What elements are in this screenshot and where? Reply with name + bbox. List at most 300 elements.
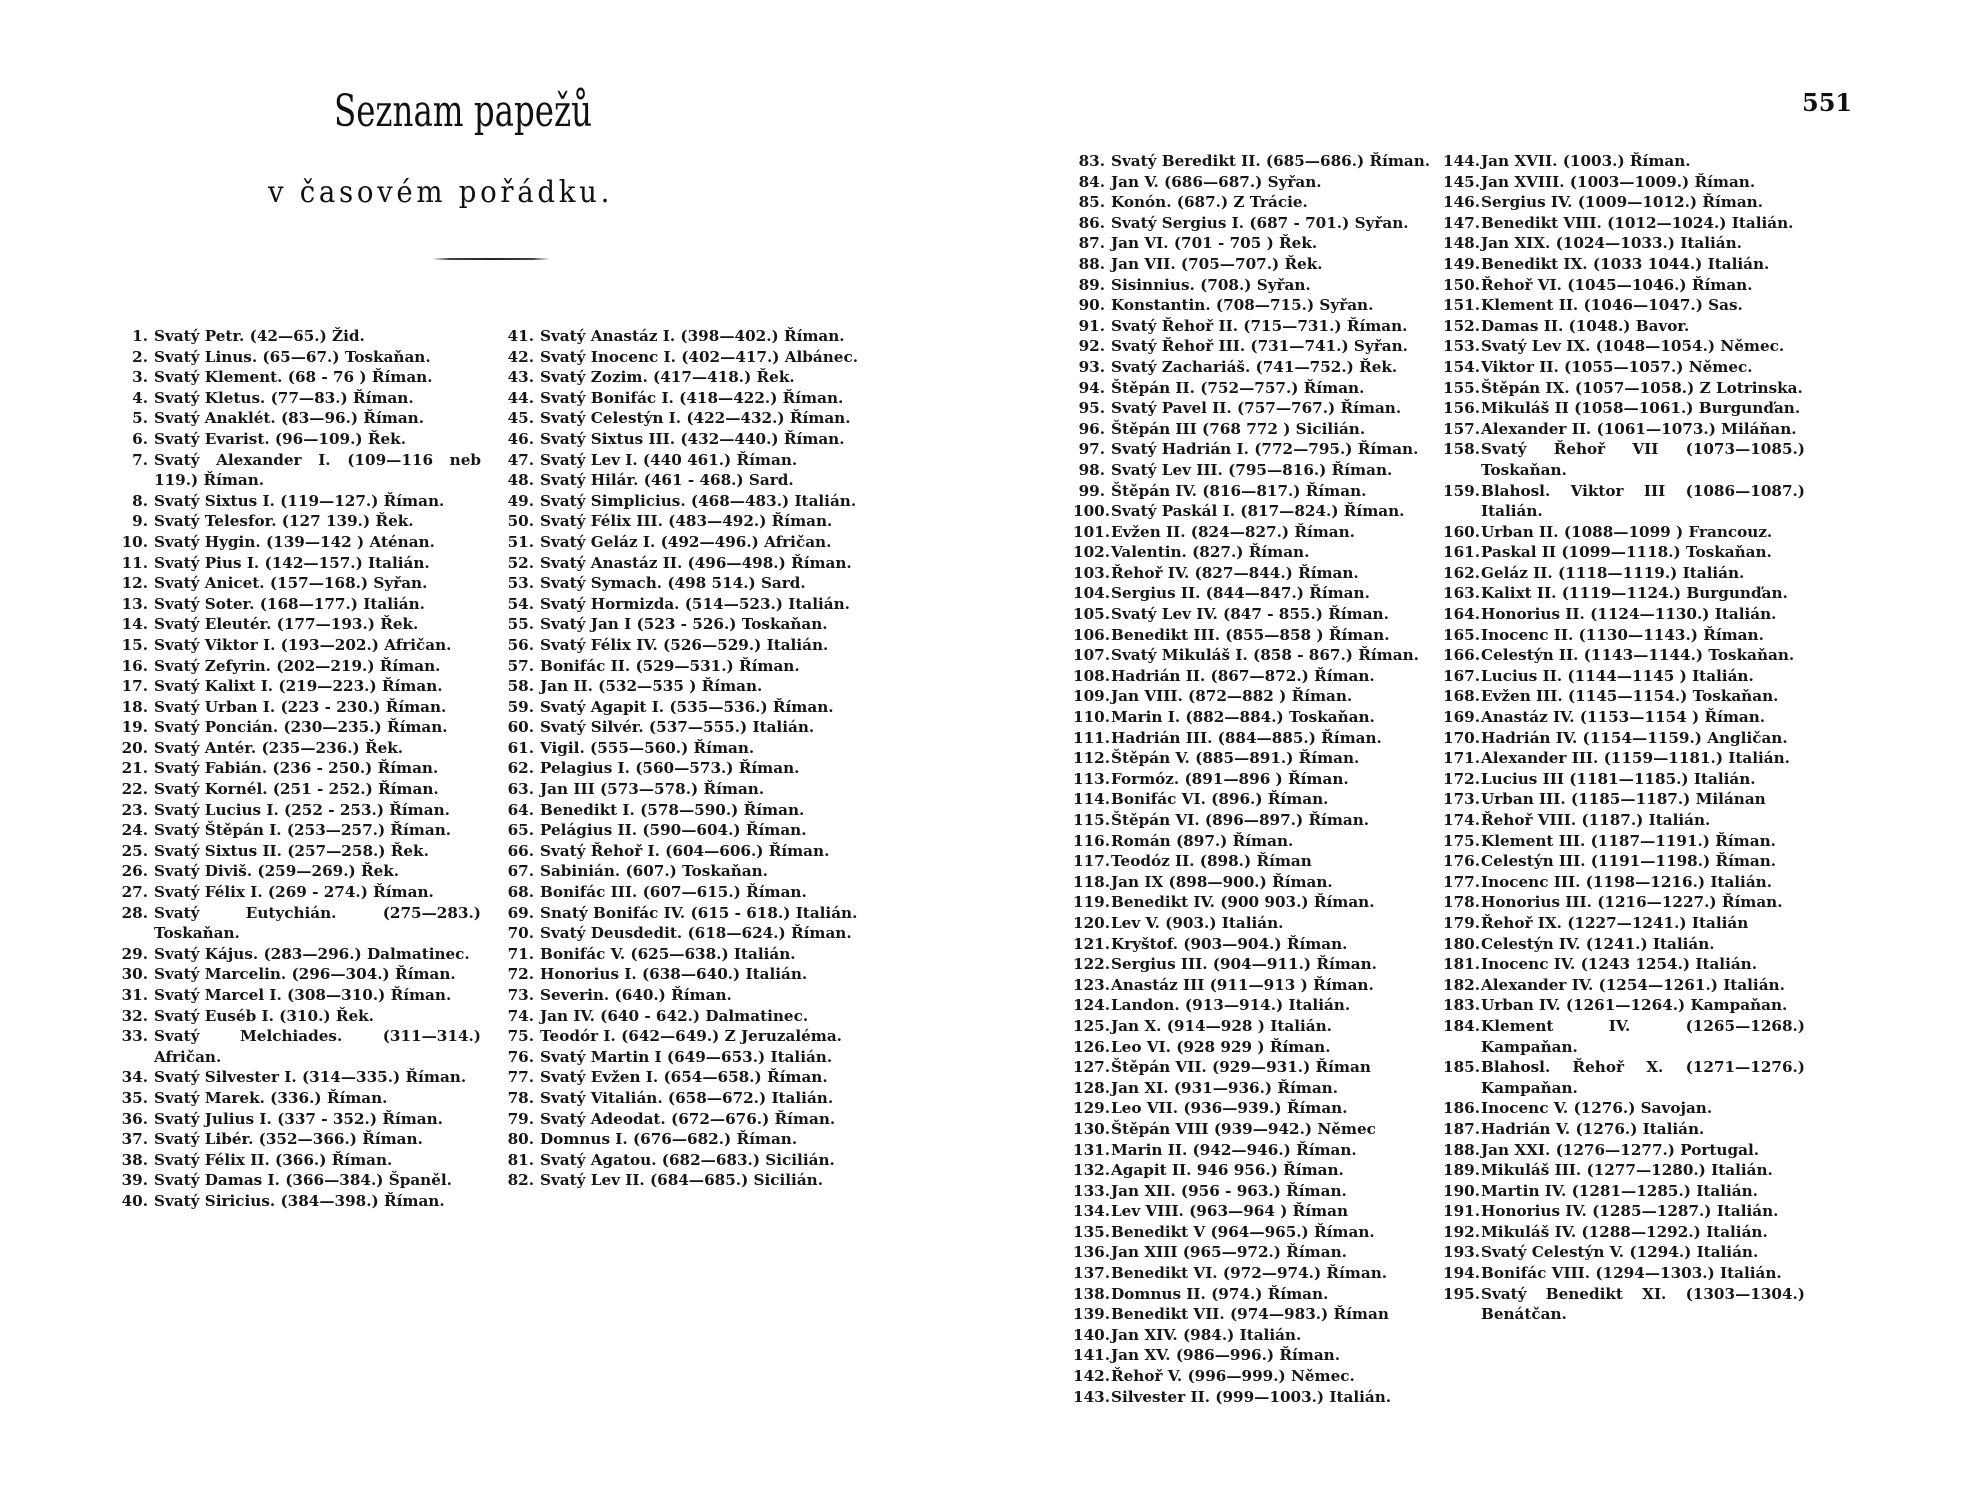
pope-number: 144.	[1443, 152, 1480, 170]
list-item	[1073, 872, 1439, 893]
pope-entry-text: Svatý Julius I. (337 - 352.) Říman.	[154, 1109, 443, 1128]
right-page	[985, 0, 1970, 1501]
pope-number: 133.	[1073, 1181, 1110, 1200]
list-item	[1073, 995, 1439, 1016]
pope-number: 30.	[121, 965, 148, 984]
pope-entry-text: Svatý Zozim. (417—418.) Řek.	[540, 368, 795, 387]
pope-number: 32.	[121, 1006, 148, 1025]
pope-entry-text: Svatý Euséb I. (310.) Řek.	[154, 1006, 374, 1025]
list-item	[502, 347, 868, 368]
list-item	[116, 594, 481, 615]
pope-number: 1.	[132, 327, 148, 345]
pope-number: 12.	[121, 574, 148, 593]
list-item	[1443, 934, 1805, 955]
pope-entry-text: Jan VII. (705—707.) Řek.	[1111, 254, 1323, 273]
pope-entry-text: Svatý Symach. (498 514.) Sard.	[540, 574, 806, 593]
pope-number: 59.	[507, 697, 534, 716]
pope-number: 143.	[1073, 1387, 1110, 1406]
list-item	[1073, 1160, 1439, 1181]
pope-entry-text: Svatý Sixtus II. (257—258.) Řek.	[154, 841, 429, 860]
list-item	[1073, 151, 1439, 172]
list-item	[1443, 1242, 1805, 1263]
list-item	[116, 697, 481, 718]
list-item	[1443, 1263, 1805, 1284]
pope-number: 60.	[507, 718, 534, 737]
pope-number: 23.	[121, 800, 148, 819]
list-item	[1073, 357, 1439, 378]
pope-number: 22.	[121, 780, 148, 799]
list-item	[1073, 625, 1439, 646]
list-item	[1443, 1057, 1805, 1098]
pope-number: 138.	[1073, 1284, 1110, 1303]
pope-number: 28.	[121, 903, 148, 922]
pope-entry-text: Bonifác III. (607—615.) Říman.	[540, 883, 807, 902]
pope-number: 96.	[1078, 419, 1105, 438]
list-item	[502, 800, 868, 821]
pope-number: 109.	[1073, 687, 1110, 706]
pope-number: 29.	[121, 944, 148, 963]
list-item	[116, 1150, 481, 1171]
pope-entry-text: Lucius III (1181—1185.) Italián.	[1481, 769, 1756, 788]
pope-entry-text: Benedikt III. (855—858 ) Říman.	[1111, 625, 1390, 644]
pope-number: 58.	[507, 677, 534, 696]
list-item	[116, 717, 481, 738]
pope-entry-text: Bonifác II. (529—531.) Říman.	[540, 656, 800, 675]
pope-entry-text: Jan XII. (956 - 963.) Říman.	[1111, 1181, 1347, 1200]
list-item	[1443, 563, 1805, 584]
list-item	[1073, 501, 1439, 522]
list-item	[1443, 254, 1805, 275]
list-item	[1073, 213, 1439, 234]
pope-number: 37.	[121, 1130, 148, 1149]
pope-number: 78.	[507, 1088, 534, 1107]
pope-entry-text: Martin IV. (1281—1285.) Italián.	[1481, 1181, 1758, 1200]
pope-number: 94.	[1078, 378, 1105, 397]
pope-number: 85.	[1078, 193, 1105, 212]
list-item	[1443, 769, 1805, 790]
pope-entry-text: Jan V. (686—687.) Syřan.	[1111, 172, 1322, 191]
list-item	[1073, 707, 1439, 728]
pope-entry-text: Svatý Urban I. (223 - 230.) Říman.	[154, 697, 447, 716]
pope-number: 69.	[507, 903, 534, 922]
list-item	[1073, 336, 1439, 357]
pope-entry-text: Román (897.) Říman.	[1111, 831, 1294, 850]
pope-number: 194.	[1443, 1264, 1480, 1283]
pope-entry-text: Kryštof. (903—904.) Říman.	[1111, 934, 1348, 953]
pope-number: 121.	[1073, 934, 1110, 953]
pope-number: 182.	[1443, 975, 1480, 994]
pope-entry-text: Svatý Marcel I. (308—310.) Říman.	[154, 986, 452, 1004]
list-item	[502, 923, 868, 944]
pope-number: 128.	[1073, 1078, 1110, 1097]
pope-number: 164.	[1443, 605, 1480, 624]
list-item	[502, 388, 868, 409]
pope-number: 100.	[1073, 502, 1110, 521]
list-item	[502, 635, 868, 656]
pope-entry-text: Alexander IV. (1254—1261.) Italián.	[1481, 975, 1785, 994]
pope-entry-text: Svatý Félix II. (366.) Říman.	[154, 1150, 393, 1169]
pope-number: 177.	[1443, 872, 1480, 891]
pope-number: 147.	[1443, 213, 1480, 232]
list-item	[1443, 583, 1805, 604]
list-item	[1443, 686, 1805, 707]
pope-number: 27.	[121, 883, 148, 902]
pope-number: 81.	[507, 1150, 534, 1169]
list-item	[1073, 460, 1439, 481]
list-item	[1073, 604, 1439, 625]
list-item	[116, 800, 481, 821]
list-item	[1443, 378, 1805, 399]
pope-entry-text: Inocenc II. (1130—1143.) Říman.	[1481, 625, 1764, 644]
pope-entry-text: Evžen III. (1145—1154.) Toskaňan.	[1481, 687, 1779, 706]
pope-number: 139.	[1073, 1305, 1110, 1324]
list-item	[1073, 645, 1439, 666]
pope-entry-text: Marin I. (882—884.) Toskaňan.	[1111, 708, 1375, 727]
pope-entry-text: Svatý Celestýn I. (422—432.) Říman.	[540, 409, 851, 428]
list-item	[116, 553, 481, 574]
list-item	[1443, 1222, 1805, 1243]
list-item	[116, 388, 481, 409]
pope-entry-text: Inocenc V. (1276.) Savojan.	[1481, 1099, 1713, 1118]
pope-entry-text: Svatý Anaklét. (83—96.) Říman.	[154, 409, 425, 428]
pope-entry-text: Řehoř IX. (1227—1241.) Italián	[1481, 913, 1749, 932]
list-item	[1443, 625, 1805, 646]
pope-entry-text: Jan VI. (701 - 705 ) Řek.	[1111, 234, 1318, 253]
pope-entry-text: Jan XI. (931—936.) Říman.	[1111, 1078, 1338, 1097]
list-item	[116, 1006, 481, 1027]
list-item	[1443, 851, 1805, 872]
pope-number: 70.	[507, 924, 534, 943]
pope-entry-text: Svatý Deusdedit. (618—624.) Říman.	[540, 924, 852, 943]
pope-number: 24.	[121, 821, 148, 840]
list-item	[1443, 1016, 1805, 1057]
pope-number: 39.	[121, 1171, 148, 1190]
pope-number: 20.	[121, 738, 148, 757]
pope-number: 130.	[1073, 1119, 1110, 1138]
pope-entry-text: Svatý Libér. (352—366.) Říman.	[154, 1130, 423, 1149]
list-item	[1073, 542, 1439, 563]
pope-entry-text: Svatý Řehoř I. (604—606.) Říman.	[540, 841, 830, 860]
list-item	[1073, 1387, 1439, 1408]
list-item	[1073, 831, 1439, 852]
pope-entry-text: Konstantin. (708—715.) Syřan.	[1111, 296, 1374, 315]
list-item	[502, 841, 868, 862]
list-item	[1073, 913, 1439, 934]
list-item	[1073, 1345, 1439, 1366]
pope-number: 35.	[121, 1088, 148, 1107]
pope-number: 98.	[1078, 460, 1105, 479]
list-item	[1073, 233, 1439, 254]
pope-entry-text: Bonifác V. (625—638.) Italián.	[540, 944, 796, 963]
list-item	[502, 1088, 868, 1109]
list-item	[502, 326, 868, 347]
pope-entry-text: Svatý Viktor I. (193—202.) Afričan.	[154, 635, 452, 654]
list-item	[1073, 378, 1439, 399]
pope-entry-text: Alexander III. (1159—1181.) Italián.	[1481, 749, 1790, 768]
pope-entry-text: Svatý Lev II. (684—685.) Sicilián.	[540, 1171, 824, 1190]
list-item	[502, 1150, 868, 1171]
pope-entry-text: Svatý Beredikt II. (685—686.) Říman.	[1111, 152, 1431, 170]
pope-entry-text: Alexander II. (1061—1073.) Miláňan.	[1481, 419, 1797, 438]
list-item	[1443, 892, 1805, 913]
list-item	[1073, 192, 1439, 213]
pope-entry-text: Svatý Anicet. (157—168.) Syřan.	[154, 574, 428, 593]
pope-entry-text: Klement IV. (1265—1268.) Kampaňan.	[1481, 1016, 1805, 1056]
list-item	[502, 964, 868, 985]
list-item	[116, 1067, 481, 1088]
pope-number: 95.	[1078, 399, 1105, 418]
pope-number: 141.	[1073, 1346, 1110, 1365]
list-item	[1443, 192, 1805, 213]
pope-entry-text: Svatý Bonifác I. (418—422.) Říman.	[540, 388, 844, 407]
pope-number: 68.	[507, 883, 534, 902]
pope-entry-text: Štěpán IV. (816—817.) Říman.	[1111, 481, 1367, 500]
pope-number: 87.	[1078, 234, 1105, 253]
list-item	[502, 903, 868, 924]
pope-number: 136.	[1073, 1243, 1110, 1262]
pope-entry-text: Silvester II. (999—1003.) Italián.	[1111, 1387, 1392, 1406]
list-item	[502, 614, 868, 635]
pope-entry-text: Svatý Geláz I. (492—496.) Afričan.	[540, 532, 832, 551]
pope-number: 90.	[1078, 296, 1105, 315]
pope-entry-text: Svatý Řehoř VII (1073—1085.) Toskaňan.	[1481, 440, 1805, 479]
list-item	[1073, 1140, 1439, 1161]
pope-entry-text: Svatý Sixtus III. (432—440.) Říman.	[540, 429, 845, 448]
pope-number: 193.	[1443, 1243, 1480, 1262]
list-item	[1443, 357, 1805, 378]
list-item	[1073, 295, 1439, 316]
pope-number: 180.	[1443, 934, 1480, 953]
list-item	[502, 532, 868, 553]
list-item	[502, 553, 868, 574]
pope-entry-text: Sergius IV. (1009—1012.) Říman.	[1481, 193, 1764, 212]
list-item	[1073, 954, 1439, 975]
pope-entry-text: Konón. (687.) Z Trácie.	[1111, 193, 1308, 212]
list-item	[1443, 666, 1805, 687]
pope-number: 14.	[121, 615, 148, 634]
pope-entry-text: Svatý Eleutér. (177—193.) Řek.	[154, 615, 419, 634]
pope-entry-text: Lev VIII. (963—964 ) Říman	[1111, 1202, 1349, 1221]
pope-number: 33.	[121, 1027, 148, 1046]
pope-entry-text: Svatý Silvér. (537—555.) Italián.	[540, 718, 815, 737]
list-item	[1443, 316, 1805, 337]
list-item	[1073, 1119, 1439, 1140]
list-item	[1443, 275, 1805, 296]
pope-number: 56.	[507, 635, 534, 654]
list-item	[116, 573, 481, 594]
pope-entry-text: Klement III. (1187—1191.) Říman.	[1481, 831, 1776, 850]
list-item	[116, 429, 481, 450]
pope-number: 126.	[1073, 1037, 1110, 1056]
pope-number: 165.	[1443, 625, 1480, 644]
pope-number: 122.	[1073, 955, 1110, 974]
pope-number: 161.	[1443, 543, 1480, 562]
pope-number: 80.	[507, 1130, 534, 1149]
pope-number: 114.	[1073, 790, 1110, 809]
list-item	[116, 1088, 481, 1109]
pope-entry-text: Jan XIX. (1024—1033.) Italián.	[1481, 234, 1742, 253]
pope-number: 49.	[507, 491, 534, 510]
list-item	[116, 450, 481, 491]
pope-entry-text: Honorius IV. (1285—1287.) Italián.	[1481, 1202, 1779, 1221]
pope-entry-text: Pelágius II. (590—604.) Říman.	[540, 821, 807, 840]
pope-entry-text: Svatý Telesfor. (127 139.) Řek.	[154, 512, 414, 531]
pope-entry-text: Svatý Simplicius. (468—483.) Italián.	[540, 491, 857, 510]
pope-number: 160.	[1443, 522, 1480, 541]
list-item	[502, 1006, 868, 1027]
pope-entry-text: Svatý Paskál I. (817—824.) Říman.	[1111, 502, 1405, 521]
pope-number: 166.	[1443, 646, 1480, 665]
list-item	[116, 964, 481, 985]
pope-entry-text: Urban IV. (1261—1264.) Kampaňan.	[1481, 996, 1788, 1015]
pope-entry-text: Svatý Poncián. (230—235.) Říman.	[154, 718, 448, 737]
list-item	[1073, 563, 1439, 584]
pope-entry-text: Svatý Linus. (65—67.) Toskaňan.	[154, 347, 431, 366]
pope-entry-text: Landon. (913—914.) Italián.	[1111, 996, 1351, 1015]
list-item	[116, 738, 481, 759]
list-item	[502, 1026, 868, 1047]
pope-number: 185.	[1443, 1058, 1480, 1077]
pope-number: 151.	[1443, 296, 1480, 315]
pope-number: 105.	[1073, 605, 1110, 624]
pope-number: 45.	[507, 409, 534, 428]
list-item	[502, 820, 868, 841]
list-item	[1073, 398, 1439, 419]
pope-entry-text: Svatý Adeodat. (672—676.) Říman.	[540, 1109, 836, 1128]
pope-number: 19.	[121, 718, 148, 737]
list-item	[116, 656, 481, 677]
list-item	[1073, 686, 1439, 707]
pope-entry-text: Svatý Řehoř III. (731—741.) Syřan.	[1111, 337, 1408, 356]
list-item	[502, 511, 868, 532]
list-item	[502, 450, 868, 471]
pope-number: 76.	[507, 1047, 534, 1066]
pope-number: 189.	[1443, 1161, 1480, 1180]
list-item	[1443, 872, 1805, 893]
list-item	[1443, 336, 1805, 357]
pope-number: 134.	[1073, 1202, 1110, 1221]
pope-entry-text: Jan XIV. (984.) Italián.	[1111, 1325, 1302, 1344]
pope-number: 79.	[507, 1109, 534, 1128]
pope-entry-text: Svatý Eutychián. (275—283.) Toskaňan.	[154, 903, 481, 943]
pope-number: 176.	[1443, 852, 1480, 871]
pope-entry-text: Jan XXI. (1276—1277.) Portugal.	[1481, 1140, 1759, 1159]
pope-number: 63.	[507, 780, 534, 799]
list-item	[1443, 810, 1805, 831]
pope-entry-text: Svatý Mikuláš I. (858 - 867.) Říman.	[1111, 646, 1419, 665]
pope-entry-text: Svatý Inocenc I. (402—417.) Albánec.	[540, 347, 858, 366]
pope-number: 145.	[1443, 172, 1480, 191]
pope-entry-text: Hadrián II. (867—872.) Říman.	[1111, 666, 1375, 685]
pope-number: 162.	[1443, 563, 1480, 582]
list-item	[1443, 975, 1805, 996]
list-item	[1443, 707, 1805, 728]
list-item	[1443, 604, 1805, 625]
list-item	[502, 470, 868, 491]
list-item	[1073, 583, 1439, 604]
pope-entry-text: Jan III (573—578.) Říman.	[540, 780, 765, 799]
pope-number: 11.	[121, 553, 148, 572]
list-item	[1073, 1181, 1439, 1202]
list-item	[116, 367, 481, 388]
pope-number: 55.	[507, 615, 534, 634]
pope-number: 175.	[1443, 831, 1480, 850]
pope-entry-text: Svatý Vitalián. (658—672.) Italián.	[540, 1088, 834, 1107]
list-item	[1443, 1181, 1805, 1202]
pope-number: 181.	[1443, 955, 1480, 974]
pope-entry-text: Pelagius I. (560—573.) Říman.	[540, 759, 800, 778]
pope-entry-text: Svatý Kájus. (283—296.) Dalmatinec.	[154, 944, 470, 963]
pope-number: 88.	[1078, 254, 1105, 273]
pope-number: 119.	[1073, 893, 1110, 912]
list-item	[1443, 789, 1805, 810]
pope-number: 71.	[507, 944, 534, 963]
pope-entry-text: Štěpán VIII (939—942.) Němec	[1111, 1119, 1376, 1138]
pope-number: 108.	[1073, 666, 1110, 685]
pope-number: 186.	[1443, 1099, 1480, 1118]
pope-entry-text: Marin II. (942—946.) Říman.	[1111, 1140, 1357, 1159]
pope-number: 157.	[1443, 419, 1480, 438]
list-item	[1443, 645, 1805, 666]
pope-number: 178.	[1443, 893, 1480, 912]
list-item	[116, 758, 481, 779]
pope-entry-text: Celestýn II. (1143—1144.) Toskaňan.	[1481, 646, 1795, 665]
pope-number: 195.	[1443, 1284, 1480, 1303]
pope-entry-text: Agapit II. 946 956.) Říman.	[1111, 1161, 1344, 1180]
pope-number: 43.	[507, 368, 534, 387]
pope-entry-text: Anastáz III (911—913 ) Říman.	[1111, 975, 1374, 994]
pope-entry-text: Paskal II (1099—1118.) Toskaňan.	[1481, 543, 1772, 562]
list-item	[1073, 666, 1439, 687]
pope-number: 13.	[121, 594, 148, 613]
list-item	[1443, 1098, 1805, 1119]
pope-entry-text: Jan XVII. (1003.) Říman.	[1481, 152, 1691, 170]
pope-number: 92.	[1078, 337, 1105, 356]
list-item	[1073, 789, 1439, 810]
pope-number: 167.	[1443, 666, 1480, 685]
pope-entry-text: Štěpán VI. (896—897.) Říman.	[1111, 811, 1370, 829]
list-item	[1073, 1057, 1439, 1078]
pope-entry-text: Mikuláš III. (1277—1280.) Italián.	[1481, 1161, 1773, 1180]
pope-number: 103.	[1073, 563, 1110, 582]
list-item	[1073, 769, 1439, 790]
list-item	[116, 635, 481, 656]
pope-number: 148.	[1443, 234, 1480, 253]
pope-number: 72.	[507, 965, 534, 984]
list-item	[502, 594, 868, 615]
pope-entry-text: Řehoř VI. (1045—1046.) Říman.	[1481, 275, 1753, 294]
pope-entry-text: Svatý Félix III. (483—492.) Říman.	[540, 512, 833, 531]
pope-entry-text: Svatý Benedikt XI. (1303—1304.) Benátčan.	[1481, 1284, 1805, 1324]
pope-entry-text: Anastáz IV. (1153—1154 ) Říman.	[1481, 708, 1766, 727]
pope-entry-text: Svatý Anastáz I. (398—402.) Říman.	[540, 327, 845, 345]
pope-entry-text: Benedikt IX. (1033 1044.) Italián.	[1481, 254, 1770, 273]
pope-entry-text: Urban III. (1185—1187.) Milánan	[1481, 790, 1766, 809]
list-item	[116, 1129, 481, 1150]
pope-number: 131.	[1073, 1140, 1110, 1159]
pope-number: 38.	[121, 1150, 148, 1169]
list-item	[1073, 1078, 1439, 1099]
list-item	[1443, 213, 1805, 234]
pope-entry-text: Blahosl. Viktor III (1086—1087.) Italián.	[1481, 481, 1805, 521]
list-item	[1443, 1119, 1805, 1140]
list-item	[502, 717, 868, 738]
pope-number: 47.	[507, 450, 534, 469]
pope-number: 159.	[1443, 481, 1480, 500]
pope-number: 65.	[507, 821, 534, 840]
list-item	[1073, 439, 1439, 460]
pope-entry-text: Domnus II. (974.) Říman.	[1111, 1284, 1329, 1303]
